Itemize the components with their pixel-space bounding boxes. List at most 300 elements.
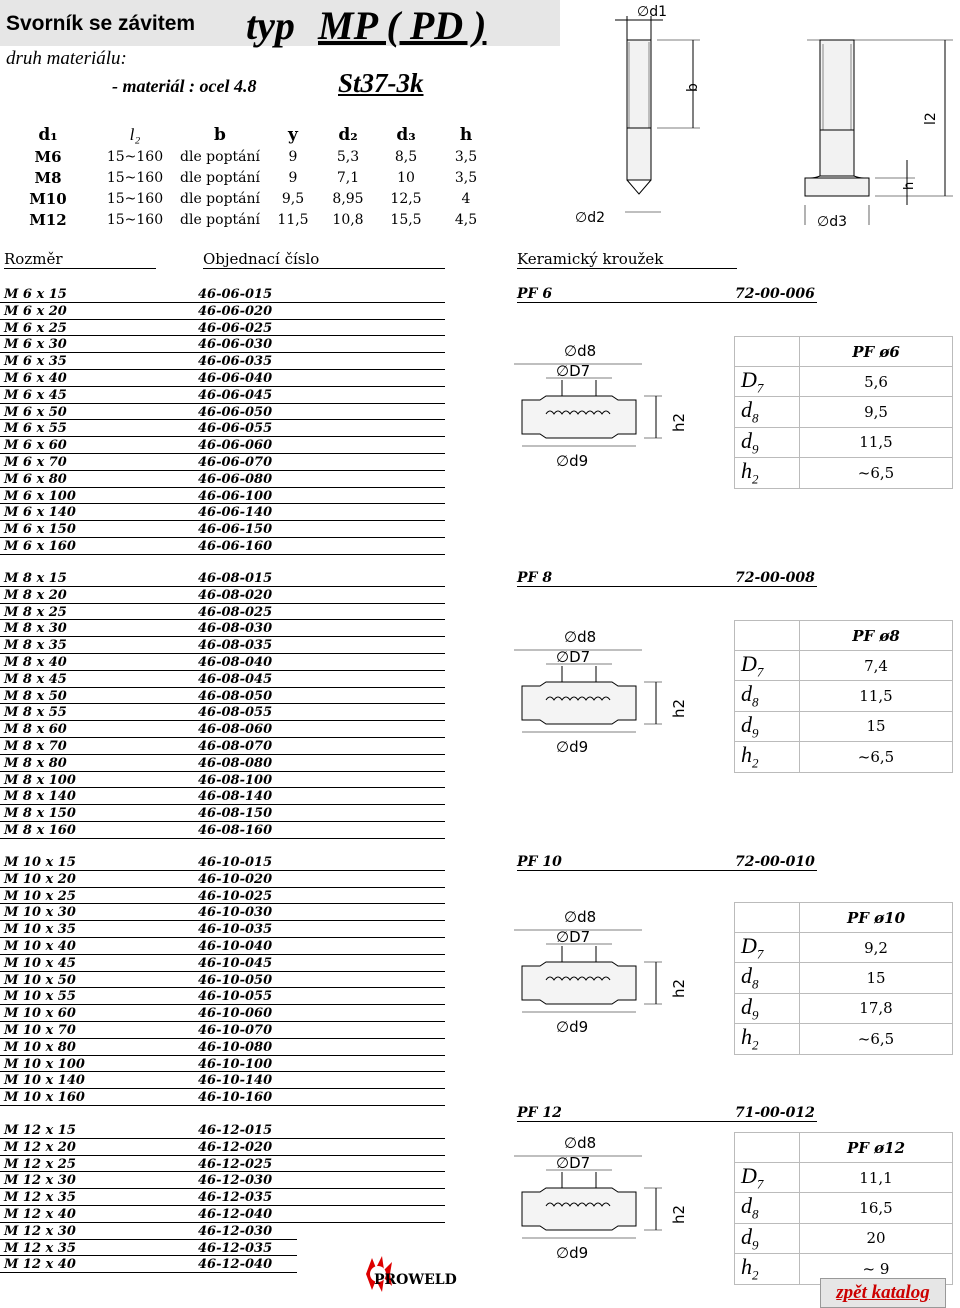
table-cell: 9 bbox=[288, 148, 298, 165]
d9-label: ∅d9 bbox=[556, 1018, 589, 1036]
table-row bbox=[0, 146, 496, 167]
list-item bbox=[0, 1122, 445, 1139]
table-row bbox=[735, 963, 953, 993]
order-number: 46-08-020 bbox=[198, 587, 273, 603]
ring-params-table bbox=[734, 902, 953, 1055]
table-cell: 4,5 bbox=[454, 211, 478, 228]
bolt-size: M 10 x 40 bbox=[4, 939, 76, 954]
list-item bbox=[0, 972, 445, 989]
order-number: 46-06-140 bbox=[198, 505, 273, 521]
list-item bbox=[0, 1022, 445, 1039]
list-item bbox=[0, 1156, 445, 1173]
list-item bbox=[0, 570, 445, 587]
order-number: 46-06-080 bbox=[198, 471, 273, 487]
ring-params-header: PF ø12 bbox=[800, 1133, 953, 1163]
bolt-size: M 8 x 25 bbox=[4, 604, 67, 620]
table-row bbox=[735, 337, 953, 367]
list-item bbox=[0, 1189, 445, 1206]
list-item bbox=[0, 370, 445, 387]
order-number: 46-08-015 bbox=[198, 571, 273, 586]
order-number: 46-12-040 bbox=[198, 1257, 273, 1273]
list-item bbox=[0, 1223, 297, 1240]
param-subscript: 7 bbox=[756, 1176, 764, 1192]
bolt-size: M 8 x 80 bbox=[4, 755, 67, 771]
param-symbol bbox=[735, 963, 800, 993]
table-cell: 4 bbox=[461, 190, 471, 207]
list-item bbox=[0, 921, 445, 938]
bolt-size: M 8 x 140 bbox=[4, 789, 76, 805]
order-number: 46-10-080 bbox=[198, 1039, 273, 1055]
bolt-size: M 8 x 35 bbox=[4, 638, 67, 654]
param-letter: d bbox=[741, 963, 752, 989]
bolt-size: M 10 x 70 bbox=[4, 1023, 76, 1038]
bolt-size: M 8 x 20 bbox=[4, 587, 67, 603]
bolt-size: M 10 x 25 bbox=[4, 888, 76, 904]
list-item bbox=[0, 854, 445, 871]
D7-label: ∅D7 bbox=[556, 928, 591, 946]
d9-label: ∅d9 bbox=[556, 1244, 589, 1262]
list-item bbox=[0, 488, 445, 505]
bolt-size: M 12 x 40 bbox=[4, 1207, 76, 1222]
page-title: Svorník se závitem bbox=[6, 12, 196, 35]
list-item bbox=[0, 1005, 445, 1022]
table-row bbox=[735, 651, 953, 681]
order-number: 46-12-040 bbox=[198, 1207, 273, 1222]
param-letter: d bbox=[741, 681, 752, 707]
bolt-size: M 10 x 35 bbox=[4, 922, 76, 938]
list-item bbox=[0, 738, 445, 755]
ring-code: 72-00-010 bbox=[735, 854, 815, 870]
param-subscript: 8 bbox=[752, 1206, 759, 1222]
table-cell: 15~160 bbox=[106, 169, 164, 186]
param-symbol bbox=[735, 1254, 800, 1284]
order-number: 46-12-035 bbox=[198, 1240, 273, 1256]
list-item bbox=[0, 822, 445, 839]
list-item bbox=[0, 454, 445, 471]
table-row bbox=[735, 711, 953, 741]
list-item bbox=[0, 938, 445, 955]
table-row bbox=[735, 427, 953, 457]
order-number: 46-12-030 bbox=[198, 1173, 273, 1189]
param-symbol bbox=[735, 1163, 800, 1193]
bolt-size: M 10 x 20 bbox=[4, 871, 76, 887]
list-item bbox=[0, 620, 445, 637]
bolt-size: M 8 x 150 bbox=[4, 806, 76, 822]
table-cell: 15~160 bbox=[106, 148, 164, 165]
h2-label: h2 bbox=[670, 978, 688, 998]
list-item bbox=[0, 1039, 445, 1056]
d8-label: ∅d8 bbox=[564, 908, 597, 926]
order-number: 46-10-070 bbox=[198, 1023, 273, 1038]
label-l2: l2 bbox=[923, 112, 939, 125]
param-value: 9,5 bbox=[800, 397, 953, 427]
list-item bbox=[0, 336, 445, 353]
order-number: 46-08-100 bbox=[198, 772, 273, 788]
table-cell: 8,5 bbox=[394, 148, 418, 165]
bolt-size: M 6 x 60 bbox=[4, 438, 67, 454]
order-number: 46-06-035 bbox=[198, 354, 273, 370]
table-row bbox=[735, 458, 953, 488]
list-item bbox=[0, 637, 445, 654]
table-row bbox=[735, 1223, 953, 1253]
ring-params-table bbox=[734, 1132, 953, 1285]
param-subscript: 2 bbox=[752, 755, 759, 771]
ring-name: PF 10 bbox=[517, 854, 562, 870]
bolt-size: M 12 x 35 bbox=[4, 1190, 76, 1206]
list-item bbox=[0, 904, 445, 921]
ring-params-table bbox=[734, 336, 953, 489]
dim-header: h bbox=[459, 125, 473, 145]
back-to-catalog-link[interactable]: zpět katalog bbox=[820, 1278, 946, 1308]
bolt-size: M 10 x 45 bbox=[4, 955, 76, 971]
table-cell: 15~160 bbox=[106, 190, 164, 207]
ring-params-table bbox=[734, 620, 953, 773]
param-letter: h bbox=[741, 742, 752, 768]
D7-label: ∅D7 bbox=[556, 1154, 591, 1172]
list-item bbox=[0, 888, 445, 905]
param-symbol bbox=[735, 933, 800, 963]
bolt-size: M 12 x 40 bbox=[4, 1257, 76, 1273]
bolt-size: M 12 x 35 bbox=[4, 1240, 76, 1256]
dim-header: b bbox=[214, 125, 226, 145]
param-value: 11,5 bbox=[800, 427, 953, 457]
param-value: 11,5 bbox=[800, 681, 953, 711]
bolt-size: M 8 x 50 bbox=[4, 688, 67, 704]
logo-text: PROWELD bbox=[374, 1272, 457, 1288]
order-number: 46-08-055 bbox=[198, 705, 273, 721]
param-value: ~6,5 bbox=[800, 1024, 953, 1054]
order-number: 46-06-100 bbox=[198, 488, 273, 504]
order-number: 46-08-045 bbox=[198, 671, 273, 687]
column-header-ring: Keramický kroužek bbox=[517, 250, 737, 269]
bolt-size: M 6 x 35 bbox=[4, 354, 67, 370]
ring-params-header: PF ø10 bbox=[800, 903, 953, 933]
bolt-size: M 8 x 15 bbox=[4, 571, 67, 586]
D7-label: ∅D7 bbox=[556, 362, 591, 380]
order-number: 46-08-060 bbox=[198, 722, 273, 738]
dim-header: d₃ bbox=[396, 125, 416, 145]
order-number: 46-08-035 bbox=[198, 638, 273, 654]
list-item bbox=[0, 772, 445, 789]
list-item bbox=[0, 353, 445, 370]
list-item bbox=[0, 538, 445, 555]
order-number: 46-12-030 bbox=[198, 1223, 273, 1239]
param-symbol bbox=[735, 651, 800, 681]
list-item bbox=[0, 471, 445, 488]
param-letter: d bbox=[741, 993, 752, 1019]
param-value: 11,1 bbox=[800, 1163, 953, 1193]
label-d1: ∅d1 bbox=[637, 4, 667, 20]
bolt-size: M 8 x 40 bbox=[4, 655, 67, 670]
param-letter: h bbox=[741, 1254, 752, 1280]
table-row bbox=[735, 933, 953, 963]
proweld-logo bbox=[352, 1254, 480, 1294]
ring-name: PF 8 bbox=[517, 570, 553, 586]
order-number: 46-06-070 bbox=[198, 455, 273, 470]
bolt-size: M 6 x 150 bbox=[4, 522, 76, 538]
order-number: 46-06-060 bbox=[198, 438, 273, 454]
dim-header: d₁ bbox=[38, 125, 58, 145]
order-number: 46-06-040 bbox=[198, 371, 273, 386]
list-item bbox=[0, 955, 445, 972]
ring-type bbox=[517, 854, 817, 871]
param-symbol bbox=[735, 1223, 800, 1253]
param-letter: h bbox=[741, 1024, 752, 1050]
bolt-size: M 10 x 160 bbox=[4, 1090, 85, 1106]
list-item bbox=[0, 1172, 445, 1189]
table-row bbox=[735, 1133, 953, 1163]
list-item bbox=[0, 988, 445, 1005]
list-item bbox=[0, 587, 445, 604]
param-symbol bbox=[735, 711, 800, 741]
table-row bbox=[735, 993, 953, 1023]
ring-code: 72-00-006 bbox=[735, 286, 815, 302]
table-cell: 12,5 bbox=[390, 190, 422, 207]
param-subscript: 2 bbox=[752, 1037, 759, 1053]
table-row bbox=[735, 1024, 953, 1054]
param-subscript: 7 bbox=[756, 946, 764, 962]
dim-header: l₂ bbox=[129, 125, 141, 144]
h2-label: h2 bbox=[670, 412, 688, 432]
param-symbol bbox=[735, 458, 800, 488]
param-letter: d bbox=[741, 427, 752, 453]
title-type-code: MP ( PD ) bbox=[318, 3, 487, 48]
param-symbol bbox=[735, 993, 800, 1023]
param-symbol bbox=[735, 367, 800, 397]
bolt-size: M 8 x 70 bbox=[4, 739, 67, 754]
bolt-size: M 12 x 25 bbox=[4, 1156, 76, 1172]
ring-name: PF 12 bbox=[517, 1105, 562, 1121]
order-number: 46-12-020 bbox=[198, 1139, 273, 1155]
label-d3: ∅d3 bbox=[817, 214, 847, 230]
table-cell: M6 bbox=[34, 147, 62, 166]
list-item bbox=[0, 805, 445, 822]
table-cell: M8 bbox=[34, 168, 62, 187]
table-row bbox=[0, 167, 496, 188]
param-value: ~6,5 bbox=[800, 458, 953, 488]
list-item bbox=[0, 303, 445, 320]
order-number: 46-06-050 bbox=[198, 404, 273, 420]
order-number: 46-10-060 bbox=[198, 1006, 273, 1022]
param-symbol bbox=[735, 742, 800, 772]
param-symbol bbox=[735, 427, 800, 457]
dim-header: y bbox=[288, 125, 298, 145]
param-subscript: 2 bbox=[752, 1267, 759, 1283]
list-item bbox=[0, 404, 445, 421]
param-subscript: 8 bbox=[752, 694, 759, 710]
table-row bbox=[735, 397, 953, 427]
label-d2: ∅d2 bbox=[575, 210, 605, 226]
param-letter: h bbox=[741, 458, 752, 484]
param-symbol bbox=[735, 1193, 800, 1223]
order-number: 46-10-040 bbox=[198, 939, 273, 954]
param-letter: D bbox=[741, 933, 757, 958]
table-row bbox=[735, 621, 953, 651]
param-symbol bbox=[735, 397, 800, 427]
param-subscript: 7 bbox=[756, 380, 764, 396]
order-number: 46-10-050 bbox=[198, 972, 273, 988]
order-number: 46-10-015 bbox=[198, 855, 273, 870]
bolt-size: M 6 x 160 bbox=[4, 539, 76, 554]
list-item bbox=[0, 420, 445, 437]
table-cell: 10,8 bbox=[332, 211, 364, 228]
order-number: 46-10-160 bbox=[198, 1090, 273, 1106]
param-value: 7,4 bbox=[800, 651, 953, 681]
list-item bbox=[0, 721, 445, 738]
list-item bbox=[0, 286, 445, 303]
ring-drawing bbox=[506, 620, 706, 770]
param-subscript: 2 bbox=[752, 471, 759, 487]
order-number: 46-08-070 bbox=[198, 739, 273, 754]
d8-label: ∅d8 bbox=[564, 342, 597, 360]
h2-label: h2 bbox=[670, 1204, 688, 1224]
dimensions-header-row bbox=[0, 124, 496, 146]
order-number: 46-08-050 bbox=[198, 688, 273, 704]
order-number: 46-10-020 bbox=[198, 871, 273, 887]
param-symbol bbox=[735, 681, 800, 711]
h2-label: h2 bbox=[670, 698, 688, 718]
param-letter: d bbox=[741, 711, 752, 737]
list-item bbox=[0, 704, 445, 721]
param-subscript: 9 bbox=[752, 1237, 759, 1253]
table-cell: dle poptání bbox=[180, 190, 260, 207]
list-item bbox=[0, 1072, 445, 1089]
order-number: 46-06-020 bbox=[198, 303, 273, 319]
table-cell: 5,3 bbox=[336, 148, 360, 165]
list-item bbox=[0, 1256, 297, 1273]
table-cell: 7,1 bbox=[336, 169, 360, 186]
bolt-size: M 10 x 30 bbox=[4, 905, 76, 921]
ring-code: 72-00-008 bbox=[735, 570, 815, 586]
order-number: 46-06-150 bbox=[198, 522, 273, 538]
param-letter: D bbox=[741, 367, 757, 392]
bolt-size: M 8 x 160 bbox=[4, 823, 76, 838]
order-number: 46-10-045 bbox=[198, 955, 273, 971]
list-item bbox=[0, 1056, 445, 1073]
list-item bbox=[0, 437, 445, 454]
param-value: 16,5 bbox=[800, 1193, 953, 1223]
table-cell: 8,95 bbox=[332, 190, 364, 207]
table-row bbox=[735, 681, 953, 711]
column-header-order: Objednací číslo bbox=[203, 250, 445, 269]
table-cell: M10 bbox=[29, 189, 67, 208]
list-item bbox=[0, 1089, 445, 1106]
param-letter: d bbox=[741, 397, 752, 423]
table-row bbox=[735, 1163, 953, 1193]
bolt-size: M 6 x 70 bbox=[4, 455, 67, 470]
bolt-size: M 8 x 60 bbox=[4, 722, 67, 738]
bolt-size: M 6 x 40 bbox=[4, 371, 67, 386]
table-cell: M12 bbox=[29, 210, 67, 229]
d9-label: ∅d9 bbox=[556, 738, 589, 756]
order-number: 46-08-080 bbox=[198, 755, 273, 771]
bolt-size: M 6 x 25 bbox=[4, 320, 67, 336]
bolt-size: M 12 x 20 bbox=[4, 1139, 76, 1155]
bolt-size: M 6 x 30 bbox=[4, 337, 67, 353]
order-number: 46-06-025 bbox=[198, 320, 273, 336]
list-item bbox=[0, 688, 445, 705]
bolt-size: M 6 x 80 bbox=[4, 471, 67, 487]
table-cell: 3,5 bbox=[454, 148, 478, 165]
material-grade: St37-3k bbox=[338, 68, 424, 98]
param-value: ~ 9 bbox=[800, 1254, 953, 1284]
order-number: 46-10-025 bbox=[198, 888, 273, 904]
list-item bbox=[0, 320, 445, 337]
table-cell: dle poptání bbox=[180, 211, 260, 228]
table-cell: 9,5 bbox=[281, 190, 305, 207]
order-number: 46-10-030 bbox=[198, 905, 273, 921]
param-subscript: 8 bbox=[752, 410, 759, 426]
bolt-size: M 10 x 55 bbox=[4, 989, 76, 1005]
param-subscript: 8 bbox=[752, 976, 759, 992]
ring-drawing bbox=[506, 1126, 706, 1276]
order-number: 46-12-025 bbox=[198, 1156, 273, 1172]
param-value: ~6,5 bbox=[800, 742, 953, 772]
list-item bbox=[0, 755, 445, 772]
list-item bbox=[0, 604, 445, 621]
bolt-size: M 10 x 100 bbox=[4, 1056, 85, 1072]
list-item bbox=[0, 387, 445, 404]
list-item bbox=[0, 1240, 297, 1257]
bolt-size: M 8 x 45 bbox=[4, 671, 67, 687]
param-subscript: 9 bbox=[752, 725, 759, 741]
bolt-size: M 6 x 45 bbox=[4, 387, 67, 403]
bolt-size: M 10 x 80 bbox=[4, 1039, 76, 1055]
param-letter: d bbox=[741, 1223, 752, 1249]
label-h: h bbox=[902, 181, 917, 190]
order-number: 46-08-140 bbox=[198, 789, 273, 805]
dim-header: d₂ bbox=[338, 125, 358, 145]
bolt-size: M 6 x 140 bbox=[4, 505, 76, 521]
bolt-size: M 8 x 30 bbox=[4, 621, 67, 637]
bolt-size: M 8 x 55 bbox=[4, 705, 67, 721]
bolt-size: M 6 x 50 bbox=[4, 404, 67, 420]
bolt-size: M 10 x 50 bbox=[4, 972, 76, 988]
order-number: 46-06-045 bbox=[198, 387, 273, 403]
order-number: 46-12-015 bbox=[198, 1123, 273, 1138]
table-row bbox=[735, 903, 953, 933]
order-number: 46-10-100 bbox=[198, 1056, 273, 1072]
param-value: 15 bbox=[800, 963, 953, 993]
list-item bbox=[0, 521, 445, 538]
bolt-size: M 6 x 100 bbox=[4, 488, 76, 504]
ring-name: PF 6 bbox=[517, 286, 553, 302]
table-row bbox=[735, 367, 953, 397]
order-number: 46-06-015 bbox=[198, 287, 273, 302]
ring-params-header: PF ø6 bbox=[800, 337, 953, 367]
list-item bbox=[0, 1139, 445, 1156]
param-value: 9,2 bbox=[800, 933, 953, 963]
order-number: 46-08-025 bbox=[198, 604, 273, 620]
table-cell: 10 bbox=[397, 169, 415, 186]
param-value: 17,8 bbox=[800, 993, 953, 1023]
bolt-size: M 6 x 55 bbox=[4, 421, 67, 437]
order-number: 46-06-055 bbox=[198, 421, 273, 437]
param-letter: d bbox=[741, 1193, 752, 1219]
list-item bbox=[0, 504, 445, 521]
bolt-size: M 10 x 15 bbox=[4, 855, 76, 870]
table-cell: 15~160 bbox=[106, 211, 164, 228]
table-cell: dle poptání bbox=[180, 148, 260, 165]
ring-type bbox=[517, 1105, 817, 1122]
bolt-size: M 12 x 30 bbox=[4, 1223, 76, 1239]
bolt-size: M 10 x 60 bbox=[4, 1006, 76, 1022]
bolt-size: M 6 x 15 bbox=[4, 287, 67, 302]
order-number: 46-08-150 bbox=[198, 806, 273, 822]
bolt-size: M 12 x 30 bbox=[4, 1173, 76, 1189]
ring-type bbox=[517, 570, 817, 587]
d8-label: ∅d8 bbox=[564, 628, 597, 646]
